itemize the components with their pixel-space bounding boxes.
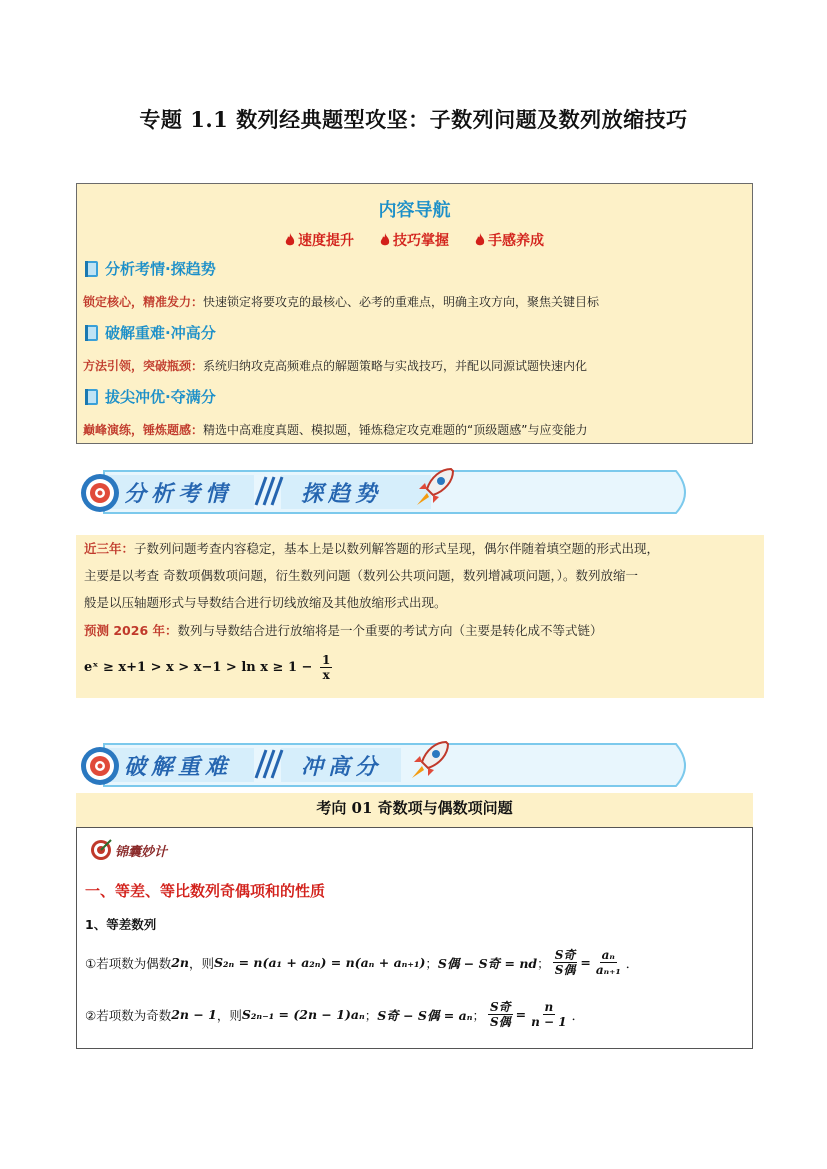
nav-tag <box>380 230 449 250</box>
inequality-chain: eˣ ≥ x+1 > x > x−1 > ln x ≥ 1 − $\frac{1}{x}$ <box>84 653 331 682</box>
nav-section-heading: 分析考情·探趋势 <box>83 258 216 279</box>
page-title: 专题 1.1 数列经典题型攻坚：子数列问题及数列放缩技巧 <box>139 107 688 132</box>
nav-heading: 内容导航 <box>378 200 451 221</box>
nav-section-heading: 破解重难·冲高分 <box>83 322 216 343</box>
flame-icon <box>380 233 390 247</box>
nav-tag <box>285 230 354 250</box>
rocket-icon <box>411 463 459 511</box>
nav-section-line: 方法引领，突破瓶颈：系统归纳攻克高频难点的解题策略与实战技巧，并配以同源试题快速内化 <box>83 359 588 373</box>
nav-section-line: 锁定核心，精准发力：快速锁定将要攻克的最核心、必考的重难点，明确主攻方向，聚焦关键目标 <box>83 295 600 309</box>
section-banner <box>76 465 696 521</box>
rocket-icon <box>406 736 454 784</box>
property-row: ②若项数为奇数 2n − 1 ，则 S₂ₙ₋₁ = (2n − 1)aₙ ； S奇 − S偶 = aₙ ； $\frac{\text{S奇}}{\text{S偶}}$ = $\frac{n}{n - 1}$ ． <box>85 1000 585 1029</box>
book-icon <box>83 388 101 406</box>
section-heading: 一、等差、等比数列奇偶项和的性质 <box>85 882 326 900</box>
banner-right-text: 探趋势 <box>301 481 383 507</box>
property-row: ①若项数为偶数 2n ，则 S₂ₙ = n(a₁ + a₂ₙ) = n(aₙ + aₙ₊₁) ； S偶 − S奇 = nd ； $\frac{\text{S奇}}{\text{S偶}}$ = $\frac{\text{aₙ}}{\text{aₙ₊₁}}$ ． <box>85 948 639 977</box>
fraction: $\frac{\text{aₙ}}{\text{aₙ₊₁}}$ <box>595 948 621 977</box>
target-icon <box>89 838 113 862</box>
nav-tags <box>77 230 752 250</box>
banner-left-text: 分析考情 <box>124 481 233 507</box>
nav-tag-label: 手感养成 <box>488 233 544 249</box>
nav-section-line: 巅峰演练，锤炼题感：精选中高难度真题、模拟题，锤炼稳定攻克难题的“顶级题感”与应变能力 <box>83 423 588 437</box>
exam-analysis-box <box>76 535 764 698</box>
content-navigation-box <box>76 183 753 444</box>
tips-badge: 锦囊妙计 <box>89 838 167 862</box>
section-banner <box>76 738 696 794</box>
fraction: $\frac{\text{S奇}}{\text{S偶}}$ <box>489 1000 511 1029</box>
book-icon <box>83 260 101 278</box>
fraction: $\frac{1}{x}$ <box>321 653 331 682</box>
book-icon <box>83 324 101 342</box>
nav-section-heading: 拔尖冲优·夺满分 <box>83 386 216 407</box>
nav-tag <box>475 230 544 250</box>
prediction-line: 预测 2026 年：数列与导数结合进行放缩将是一个重要的考试方向（主要是转化成不等式链） <box>84 623 603 638</box>
flame-icon <box>475 233 485 247</box>
nav-tag-label: 速度提升 <box>298 233 354 249</box>
flame-icon <box>285 233 295 247</box>
analysis-line: 主要是以考查 奇数项偶数项问题，衍生数列问题（数列公共项问题，数列增减项问题，）。数列放缩一 <box>84 568 638 583</box>
topic-content-box <box>76 827 753 1049</box>
nav-tag-label: 技巧掌握 <box>393 233 449 249</box>
fraction: $\frac{n}{n - 1}$ <box>531 1000 567 1029</box>
subsection-heading: 1、等差数列 <box>85 917 157 932</box>
fraction: $\frac{\text{S奇}}{\text{S偶}}$ <box>554 948 576 977</box>
topic-heading-bar: 考向 01 奇数项与偶数项问题 <box>76 793 753 827</box>
analysis-line: 般是以压轴题形式与导数结合进行切线放缩及其他放缩形式出现。 <box>84 595 447 610</box>
analysis-line: 近三年：子数列问题考查内容稳定，基本上是以数列解答题的形式呈现，偶尔伴随着填空题的形式出现， <box>84 541 660 556</box>
banner-right-text: 冲高分 <box>301 754 383 780</box>
banner-left-text: 破解重难 <box>124 754 233 780</box>
